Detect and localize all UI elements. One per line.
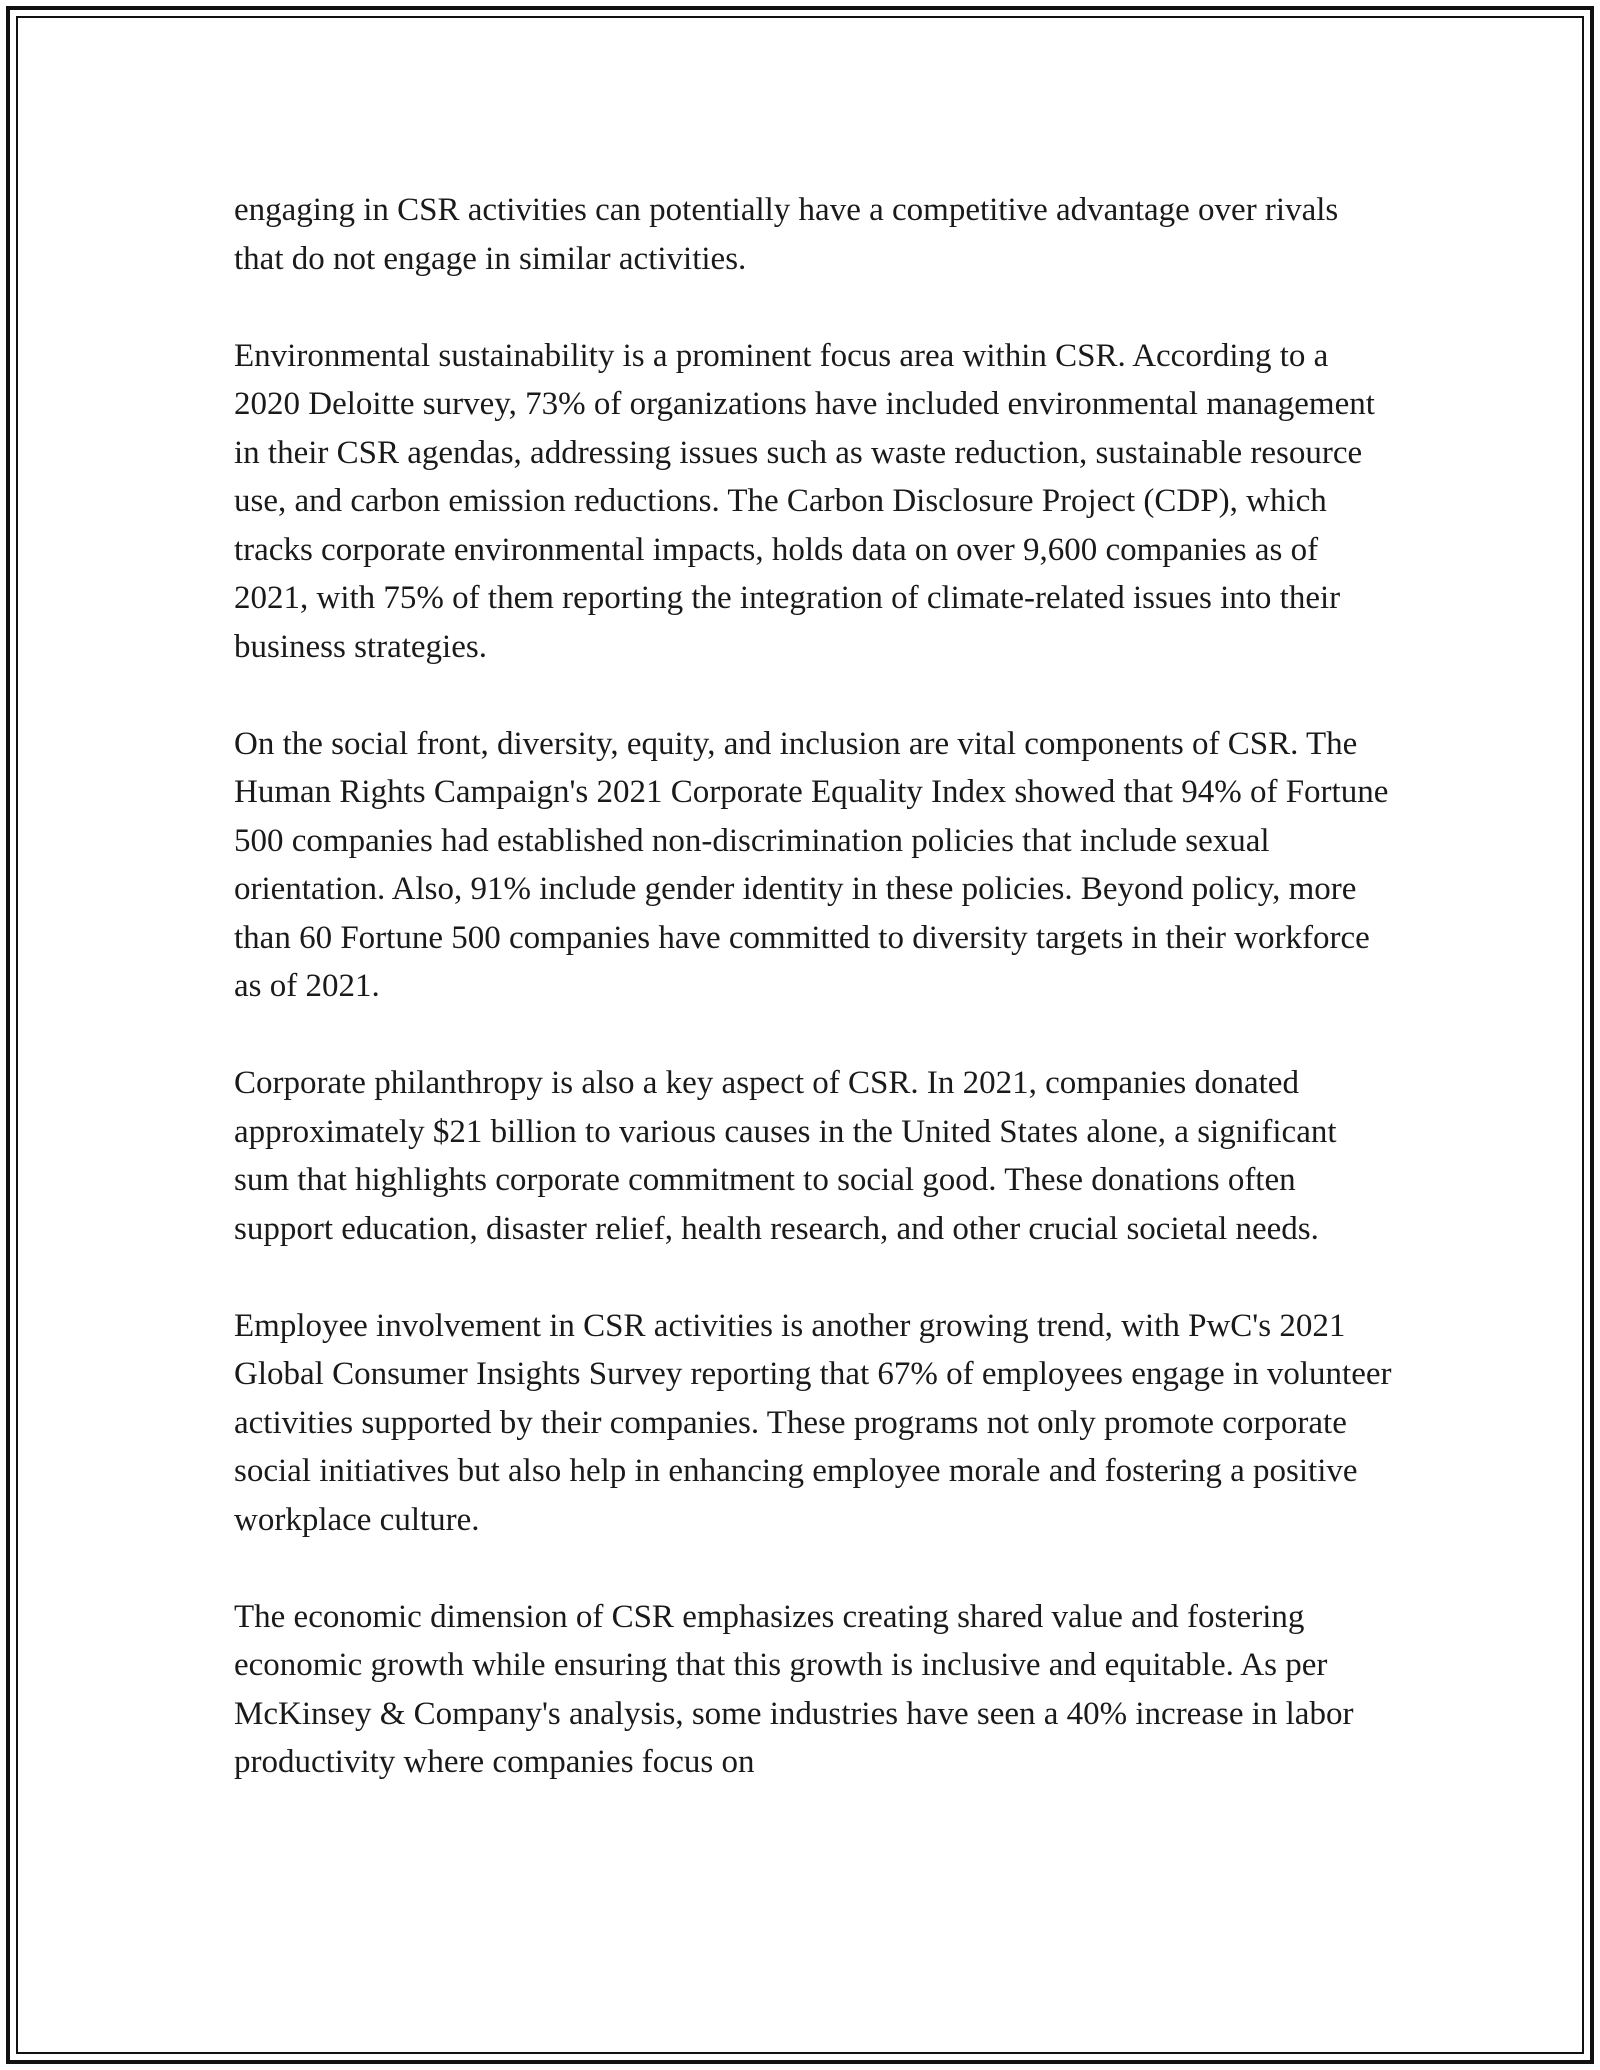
- paragraph-economic-dimension: The economic dimension of CSR emphasizes creating shared value and fostering economic growth while ensuring that this growth is inclusive and equitable. As per McKinsey & Company's analysis, some industries have seen a 40% increase in labor productivity where companies focus on: [234, 1598, 1354, 1780]
- paragraph-environmental-sustainability: Environmental sustainability is a prominent focus area within CSR. According to a 2020 Deloitte survey, 73% of organizations have included environmental management in their CSR agendas, addressing issues such as waste reduction, sustainable resource use, and carbon emission reductions. The Carbon Disclosure Project (CDP), which tracks corporate environmental impacts, holds data on over 9,600 companies as of 2021, with 75% of them reporting the integration of climate-related issues into their business strategies.: [234, 337, 1375, 665]
- paragraph-social-diversity: On the social front, diversity, equity, and inclusion are vital components of CSR. The Human Rights Campaign's 2021 Corporate Equality Index showed that 94% of Fortune 500 companies had established non-discrimination policies that include sexual orientation. Also, 91% include gender identity in these policies. Beyond policy, more than 60 Fortune 500 companies have committed to diversity targets in their workforce as of 2021.: [234, 725, 1389, 1004]
- paragraph-competitive-advantage: engaging in CSR activities can potentially have a competitive advantage over rivals that do not engage in similar activities.: [234, 192, 1339, 277]
- document-body: [234, 186, 1394, 1787]
- paragraph-corporate-philanthropy: Corporate philanthropy is also a key aspect of CSR. In 2021, companies donated approximately $21 billion to various causes in the United States alone, a significant sum that highlights corporate commitment to social good. These donations often support education, disaster relief, health research, and other crucial societal needs.: [234, 1065, 1337, 1247]
- paragraph-employee-involvement: Employee involvement in CSR activities is another growing trend, with PwC's 2021 Global Consumer Insights Survey reporting that 67% of employees engage in volunteer activities supported by their companies. These programs not only promote corporate social initiatives but also help in enhancing employee morale and fostering a positive workplace culture.: [234, 1307, 1392, 1538]
